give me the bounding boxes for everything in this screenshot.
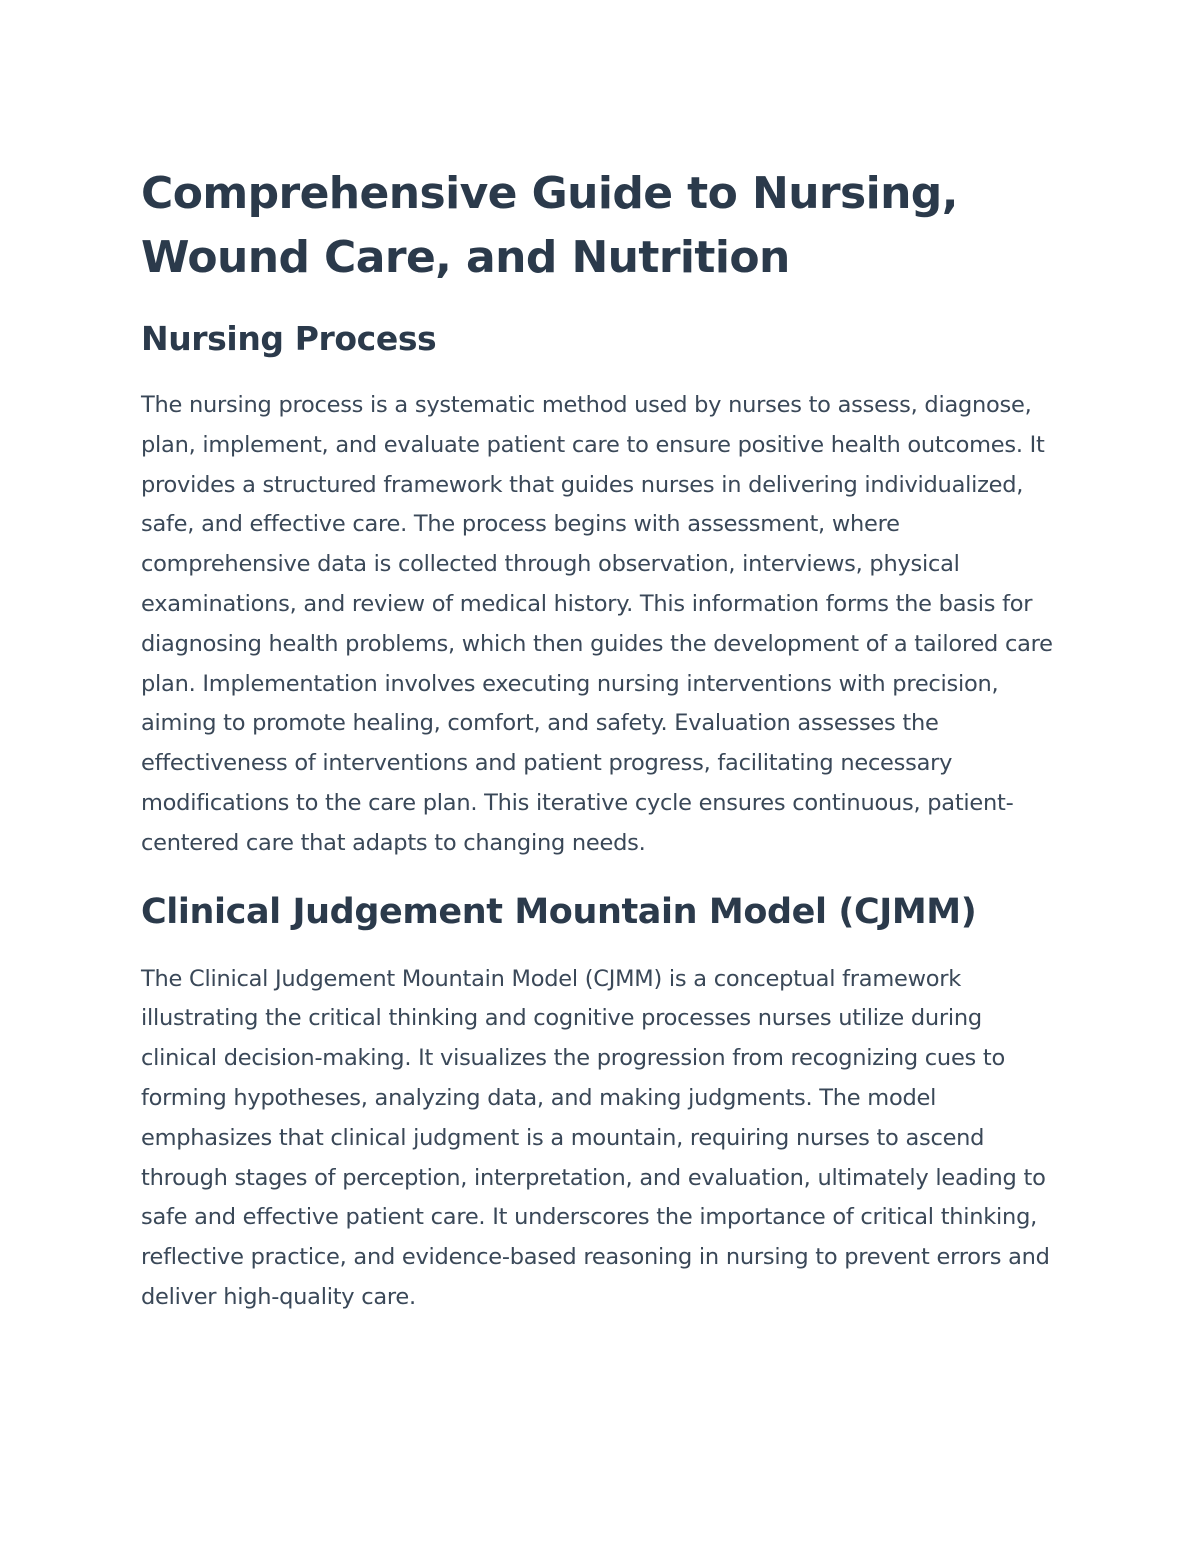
section-paragraph-cjmm: The Clinical Judgement Mountain Model (CJMM) is a conceptual framework illustrating the critical thinking and cognitive processes nurses utilize during clinical decision-making. It visualizes the progression from recognizing cues to forming hypotheses, analyzing data, and making judgments. The model emphasizes that clinical judgment is a mountain, requiring nurses to ascend through stages of perception, interpretation, and evaluation, ultimately leading to safe and effective patient care. It underscores the importance of critical thinking, reflective practice, and evidence-based reasoning in nursing to prevent errors and deliver high-quality care. (141, 965, 1050, 1310)
section-paragraph-nursing-process: The nursing process is a systematic method used by nurses to assess, diagnose, plan, implement, and evaluate patient care to ensure positive health outcomes. It provides a structured framework that guides nurses in delivering individualized, safe, and effective care. The process begins with assessment, where comprehensive data is collected through observation, interviews, physical examinations, and review of medical history. This information forms the basis for diagnosing health problems, which then guides the development of a tailored care plan. Implementation involves executing nursing interventions with precision, aiming to promote healing, comfort, and safety. Evaluation assesses the effectiveness of interventions and patient progress, facilitating necessary modifications to the care plan. This iterative cycle ensures continuous, patient-centered care that adapts to changing needs. (141, 392, 1053, 856)
section-heading-nursing-process: Nursing Process (141, 319, 437, 358)
section-heading-cjmm: Clinical Judgement Mountain Model (CJMM) (141, 891, 977, 932)
document-title-line-1: Comprehensive Guide to Nursing, (141, 168, 958, 219)
document-page (141, 162, 1061, 1318)
document-title-line-2: Wound Care, and Nutrition (141, 232, 790, 283)
document-title (141, 162, 1061, 290)
